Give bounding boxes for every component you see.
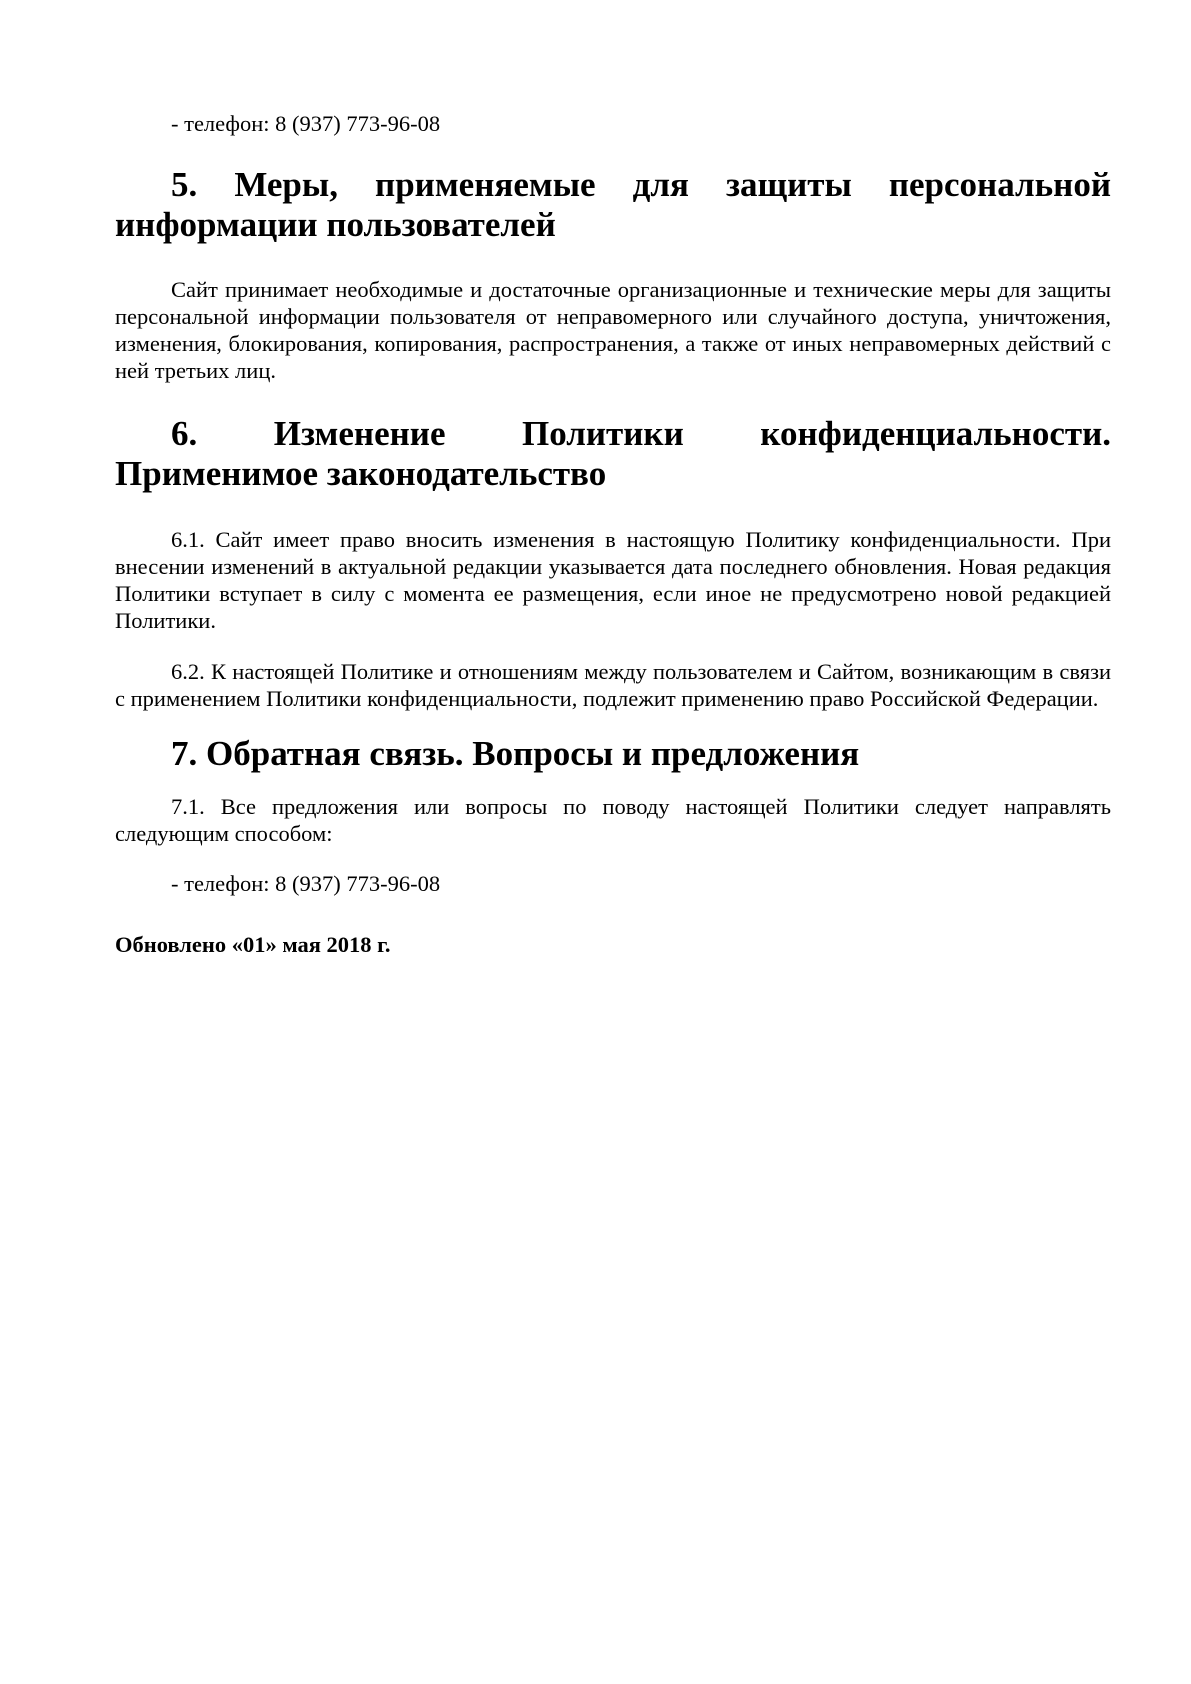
- spacer: [115, 384, 1111, 414]
- spacer: [115, 494, 1111, 526]
- section-6-1-paragraph: 6.1. Сайт имеет право вносить изменения в настоящую Политику конфиденциальности. При внесении изменений в актуальной редакции указывается дата последнего обновления. Новая редакция Политики вступает в силу с момента ее размещения, если иное не предусмотрено новой редакцией Политики.: [115, 527, 1111, 633]
- section-6-heading: 6. Изменение Политики конфиденциальности. Применимое законодательство: [115, 414, 1111, 493]
- spacer: [115, 245, 1111, 276]
- spacer: [115, 847, 1111, 870]
- spacer: [115, 137, 1111, 165]
- spacer: [115, 712, 1111, 734]
- section-6-2-paragraph: 6.2. К настоящей Политике и отношениям между пользователем и Сайтом, возникающим в связи с применением Политики конфиденциальности, подлежит применению право Российской Федерации.: [115, 659, 1111, 711]
- section-7-contact-phone-line: - телефон: 8 (937) 773-96-08: [171, 871, 441, 896]
- section-5-heading: 5. Меры, применяемые для защиты персональной информации пользователей: [115, 165, 1111, 244]
- spacer: [115, 774, 1111, 793]
- section-5-paragraph: Сайт принимает необходимые и достаточные организационные и технические меры для защиты персональной информации пользователя от неправомерного или случайного доступа, уничтожения, изменения, блокирования, копирования, распространения, а также от иных неправомерных действий с ней третьих лиц.: [115, 277, 1111, 383]
- spacer: [115, 634, 1111, 658]
- section-7-1-paragraph: 7.1. Все предложения или вопросы по поводу настоящей Политики следует направлять следующим способом:: [115, 794, 1111, 846]
- updated-date: Обновлено «01» мая 2018 г.: [115, 932, 391, 957]
- contact-phone-line: - телефон: 8 (937) 773-96-08: [171, 111, 441, 136]
- section-7-heading: 7. Обратная связь. Вопросы и предложения: [171, 734, 860, 773]
- spacer: [115, 897, 1111, 931]
